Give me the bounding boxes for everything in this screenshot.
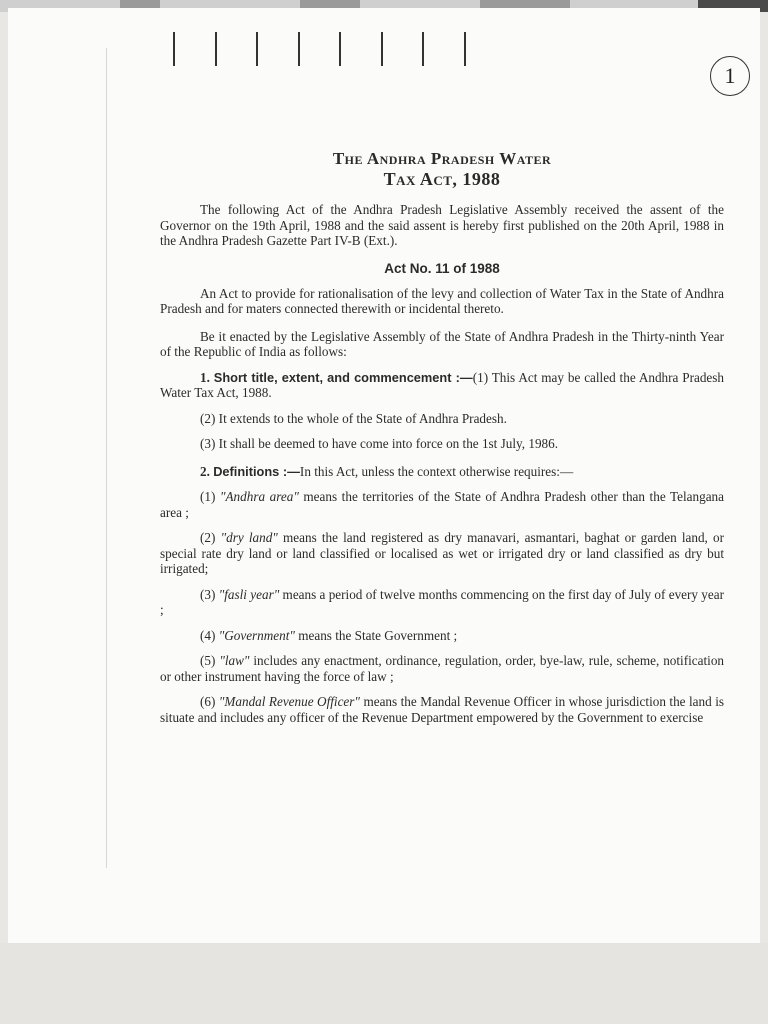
binding-tick: [215, 32, 217, 66]
binding-tick: [339, 32, 341, 66]
act-number: Act No. 11 of 1988: [384, 260, 500, 276]
title-line-2: Tax Act, 1988: [383, 169, 501, 189]
section-1: [160, 370, 724, 401]
definition-term: "dry land": [220, 530, 278, 545]
definition-item: [160, 489, 724, 520]
definition-item: [160, 694, 724, 725]
binding-tick: [173, 32, 175, 66]
section-1-sub-1: (1) This Act may be called the Andhra Pradesh Water Tax Act, 1988.: [160, 369, 725, 400]
definition-number: (4): [200, 627, 216, 643]
definition-number: (3): [200, 586, 216, 602]
definition-text: means a period of twelve months commencing on the first day of July of every year ;: [160, 586, 724, 617]
definition-term: "Mandal Revenue Officer": [218, 694, 360, 709]
definition-item: [160, 587, 724, 618]
binding-tick: [464, 32, 466, 66]
definition-term: "fasli year": [218, 586, 280, 602]
section-1-heading: Short title, extent, and commencement :—: [213, 369, 473, 385]
definition-text: includes any enactment, ordinance, regulation, order, bye-law, rule, scheme, notification or other instrument having the force of law ;: [160, 653, 725, 684]
preamble: The following Act of the Andhra Pradesh Legislative Assembly received the assent of the Governor on the 19th April, 1988 and the said assent is hereby first published on the 20th April, 1988 in the Andhra Pradesh Gazette Part IV-B (Ext.).: [160, 202, 724, 248]
definition-text: means the land registered as dry manavari, asmantari, baghat or garden land, or special rate dry land or land classified or localised as wet or irrigated dry or land classified as dry but irrigated;: [160, 530, 725, 576]
title-line-1: The Andhra Pradesh Water: [332, 149, 552, 168]
definition-number: (5): [200, 653, 216, 668]
long-title: An Act to provide for rationalisation of the levy and collection of Water Tax in the State of Andhra Pradesh and for maters connected therewith or incidental thereto.: [160, 285, 724, 316]
section-2-heading: Definitions :—: [213, 463, 300, 479]
section-2-intro: In this Act, unless the context otherwise requires:—: [299, 463, 574, 479]
binding-tick: [256, 32, 258, 66]
definition-number: (6): [200, 694, 216, 709]
definition-text: means the territories of the State of Andhra Pradesh other than the Telangana area ;: [160, 489, 724, 520]
definition-text: means the Mandal Revenue Officer in whose jurisdiction the land is situate and includes any officer of the Revenue Department empowered by the Government to exercise: [160, 694, 724, 725]
document-page: [8, 8, 760, 943]
enacting-clause: Be it enacted by the Legislative Assembly of the State of Andhra Pradesh in the Thirty-ninth Year of the Republic of India as follows:: [160, 328, 724, 359]
binding-tick: [298, 32, 300, 66]
definition-number: (2): [200, 530, 216, 545]
definition-term: "Government": [218, 627, 295, 643]
section-2: [160, 464, 724, 480]
definition-item: [160, 653, 724, 684]
section-1-sub-2: (2) It extends to the whole of the State of Andhra Pradesh.: [200, 410, 507, 426]
page-number: 1: [710, 56, 750, 96]
definition-number: (1): [200, 489, 216, 504]
document-body: [160, 148, 724, 725]
definition-term: "law": [219, 653, 250, 668]
definition-item: [160, 628, 724, 644]
definition-text: means the State Government ;: [294, 627, 458, 643]
definition-term: "Andhra area": [219, 489, 299, 504]
binding-tick: [381, 32, 383, 66]
section-2-number: 2.: [200, 463, 210, 479]
margin-line: [106, 48, 107, 868]
section-1-sub-3: (3) It shall be deemed to have come into force on the 1st July, 1986.: [200, 436, 559, 451]
scanner-bottom-area: [0, 943, 768, 1024]
binding-tick: [422, 32, 424, 66]
definition-item: [160, 530, 724, 577]
section-1-number: 1.: [200, 369, 210, 385]
